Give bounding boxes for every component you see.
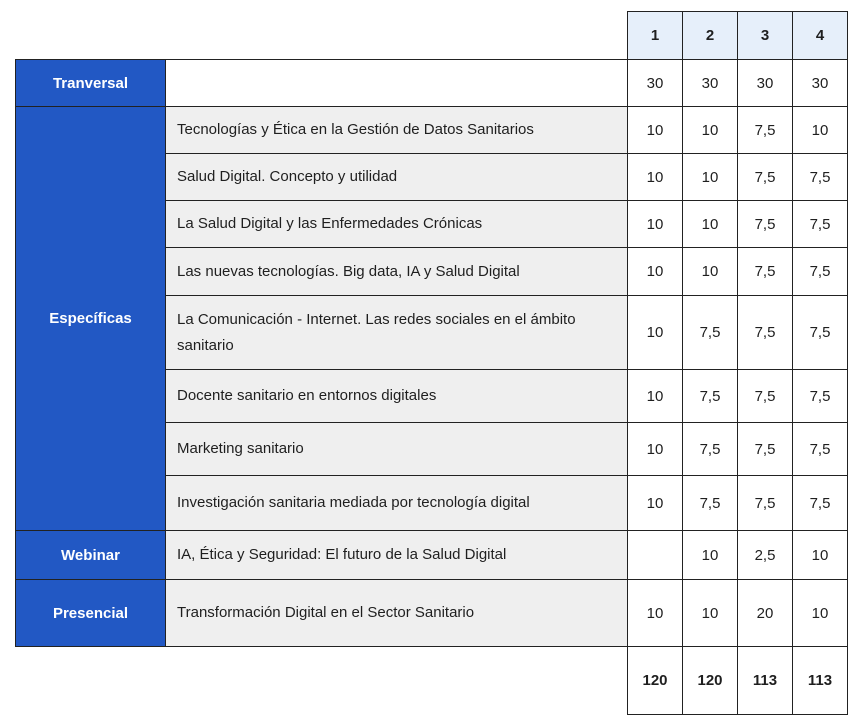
subject-cell: IA, Ética y Seguridad: El futuro de la Salud Digital bbox=[165, 530, 628, 580]
value-cell: 10 bbox=[627, 153, 683, 201]
subject-cell bbox=[165, 59, 628, 107]
value-cell: 10 bbox=[627, 422, 683, 476]
subject-cell: Salud Digital. Concepto y utilidad bbox=[165, 153, 628, 201]
value-cell: 10 bbox=[682, 200, 738, 248]
subject-cell: Marketing sanitario bbox=[165, 422, 628, 476]
value-cell: 7,5 bbox=[792, 475, 848, 531]
subject-cell: La Salud Digital y las Enfermedades Crónicas bbox=[165, 200, 628, 248]
value-cell: 10 bbox=[682, 530, 738, 580]
value-cell: 7,5 bbox=[792, 295, 848, 370]
value-cell: 7,5 bbox=[737, 106, 793, 154]
value-cell: 7,5 bbox=[792, 153, 848, 201]
value-cell: 7,5 bbox=[682, 422, 738, 476]
value-cell: 10 bbox=[627, 475, 683, 531]
value-cell: 10 bbox=[792, 579, 848, 647]
total-cell: 113 bbox=[737, 646, 793, 715]
subject-cell: Las nuevas tecnologías. Big data, IA y Salud Digital bbox=[165, 247, 628, 296]
value-cell: 10 bbox=[627, 295, 683, 370]
value-cell: 7,5 bbox=[737, 200, 793, 248]
value-cell: 7,5 bbox=[792, 369, 848, 423]
category-tranversal: Tranversal bbox=[15, 59, 166, 107]
value-cell bbox=[627, 530, 683, 580]
value-cell: 10 bbox=[682, 153, 738, 201]
value-cell: 30 bbox=[682, 59, 738, 107]
value-cell: 10 bbox=[682, 579, 738, 647]
value-cell: 7,5 bbox=[682, 295, 738, 370]
value-cell: 7,5 bbox=[737, 153, 793, 201]
category-webinar: Webinar bbox=[15, 530, 166, 580]
value-cell: 20 bbox=[737, 579, 793, 647]
subject-cell: Investigación sanitaria mediada por tecnología digital bbox=[165, 475, 628, 531]
value-cell: 30 bbox=[627, 59, 683, 107]
value-cell: 7,5 bbox=[792, 422, 848, 476]
column-header: 3 bbox=[737, 11, 793, 60]
value-cell: 7,5 bbox=[737, 475, 793, 531]
value-cell: 7,5 bbox=[682, 369, 738, 423]
value-cell: 10 bbox=[627, 200, 683, 248]
column-header: 4 bbox=[792, 11, 848, 60]
value-cell: 30 bbox=[792, 59, 848, 107]
subject-cell: Tecnologías y Ética en la Gestión de Datos Sanitarios bbox=[165, 106, 628, 154]
value-cell: 10 bbox=[627, 106, 683, 154]
total-cell: 113 bbox=[792, 646, 848, 715]
column-header: 1 bbox=[627, 11, 683, 60]
value-cell: 10 bbox=[627, 579, 683, 647]
value-cell: 30 bbox=[737, 59, 793, 107]
value-cell: 7,5 bbox=[682, 475, 738, 531]
value-cell: 10 bbox=[682, 106, 738, 154]
value-cell: 7,5 bbox=[737, 295, 793, 370]
value-cell: 10 bbox=[627, 247, 683, 296]
value-cell: 7,5 bbox=[737, 247, 793, 296]
subject-cell: Transformación Digital en el Sector Sanitario bbox=[165, 579, 628, 647]
total-cell: 120 bbox=[627, 646, 683, 715]
subject-cell: La Comunicación - Internet. Las redes sociales en el ámbito sanitario bbox=[165, 295, 628, 370]
value-cell: 2,5 bbox=[737, 530, 793, 580]
category-presencial: Presencial bbox=[15, 579, 166, 647]
value-cell: 10 bbox=[792, 530, 848, 580]
value-cell: 7,5 bbox=[792, 247, 848, 296]
subject-cell: Docente sanitario en entornos digitales bbox=[165, 369, 628, 423]
value-cell: 7,5 bbox=[792, 200, 848, 248]
value-cell: 10 bbox=[627, 369, 683, 423]
value-cell: 10 bbox=[792, 106, 848, 154]
column-header: 2 bbox=[682, 11, 738, 60]
value-cell: 7,5 bbox=[737, 369, 793, 423]
category-especificas: Específicas bbox=[15, 106, 166, 531]
value-cell: 10 bbox=[682, 247, 738, 296]
value-cell: 7,5 bbox=[737, 422, 793, 476]
total-cell: 120 bbox=[682, 646, 738, 715]
